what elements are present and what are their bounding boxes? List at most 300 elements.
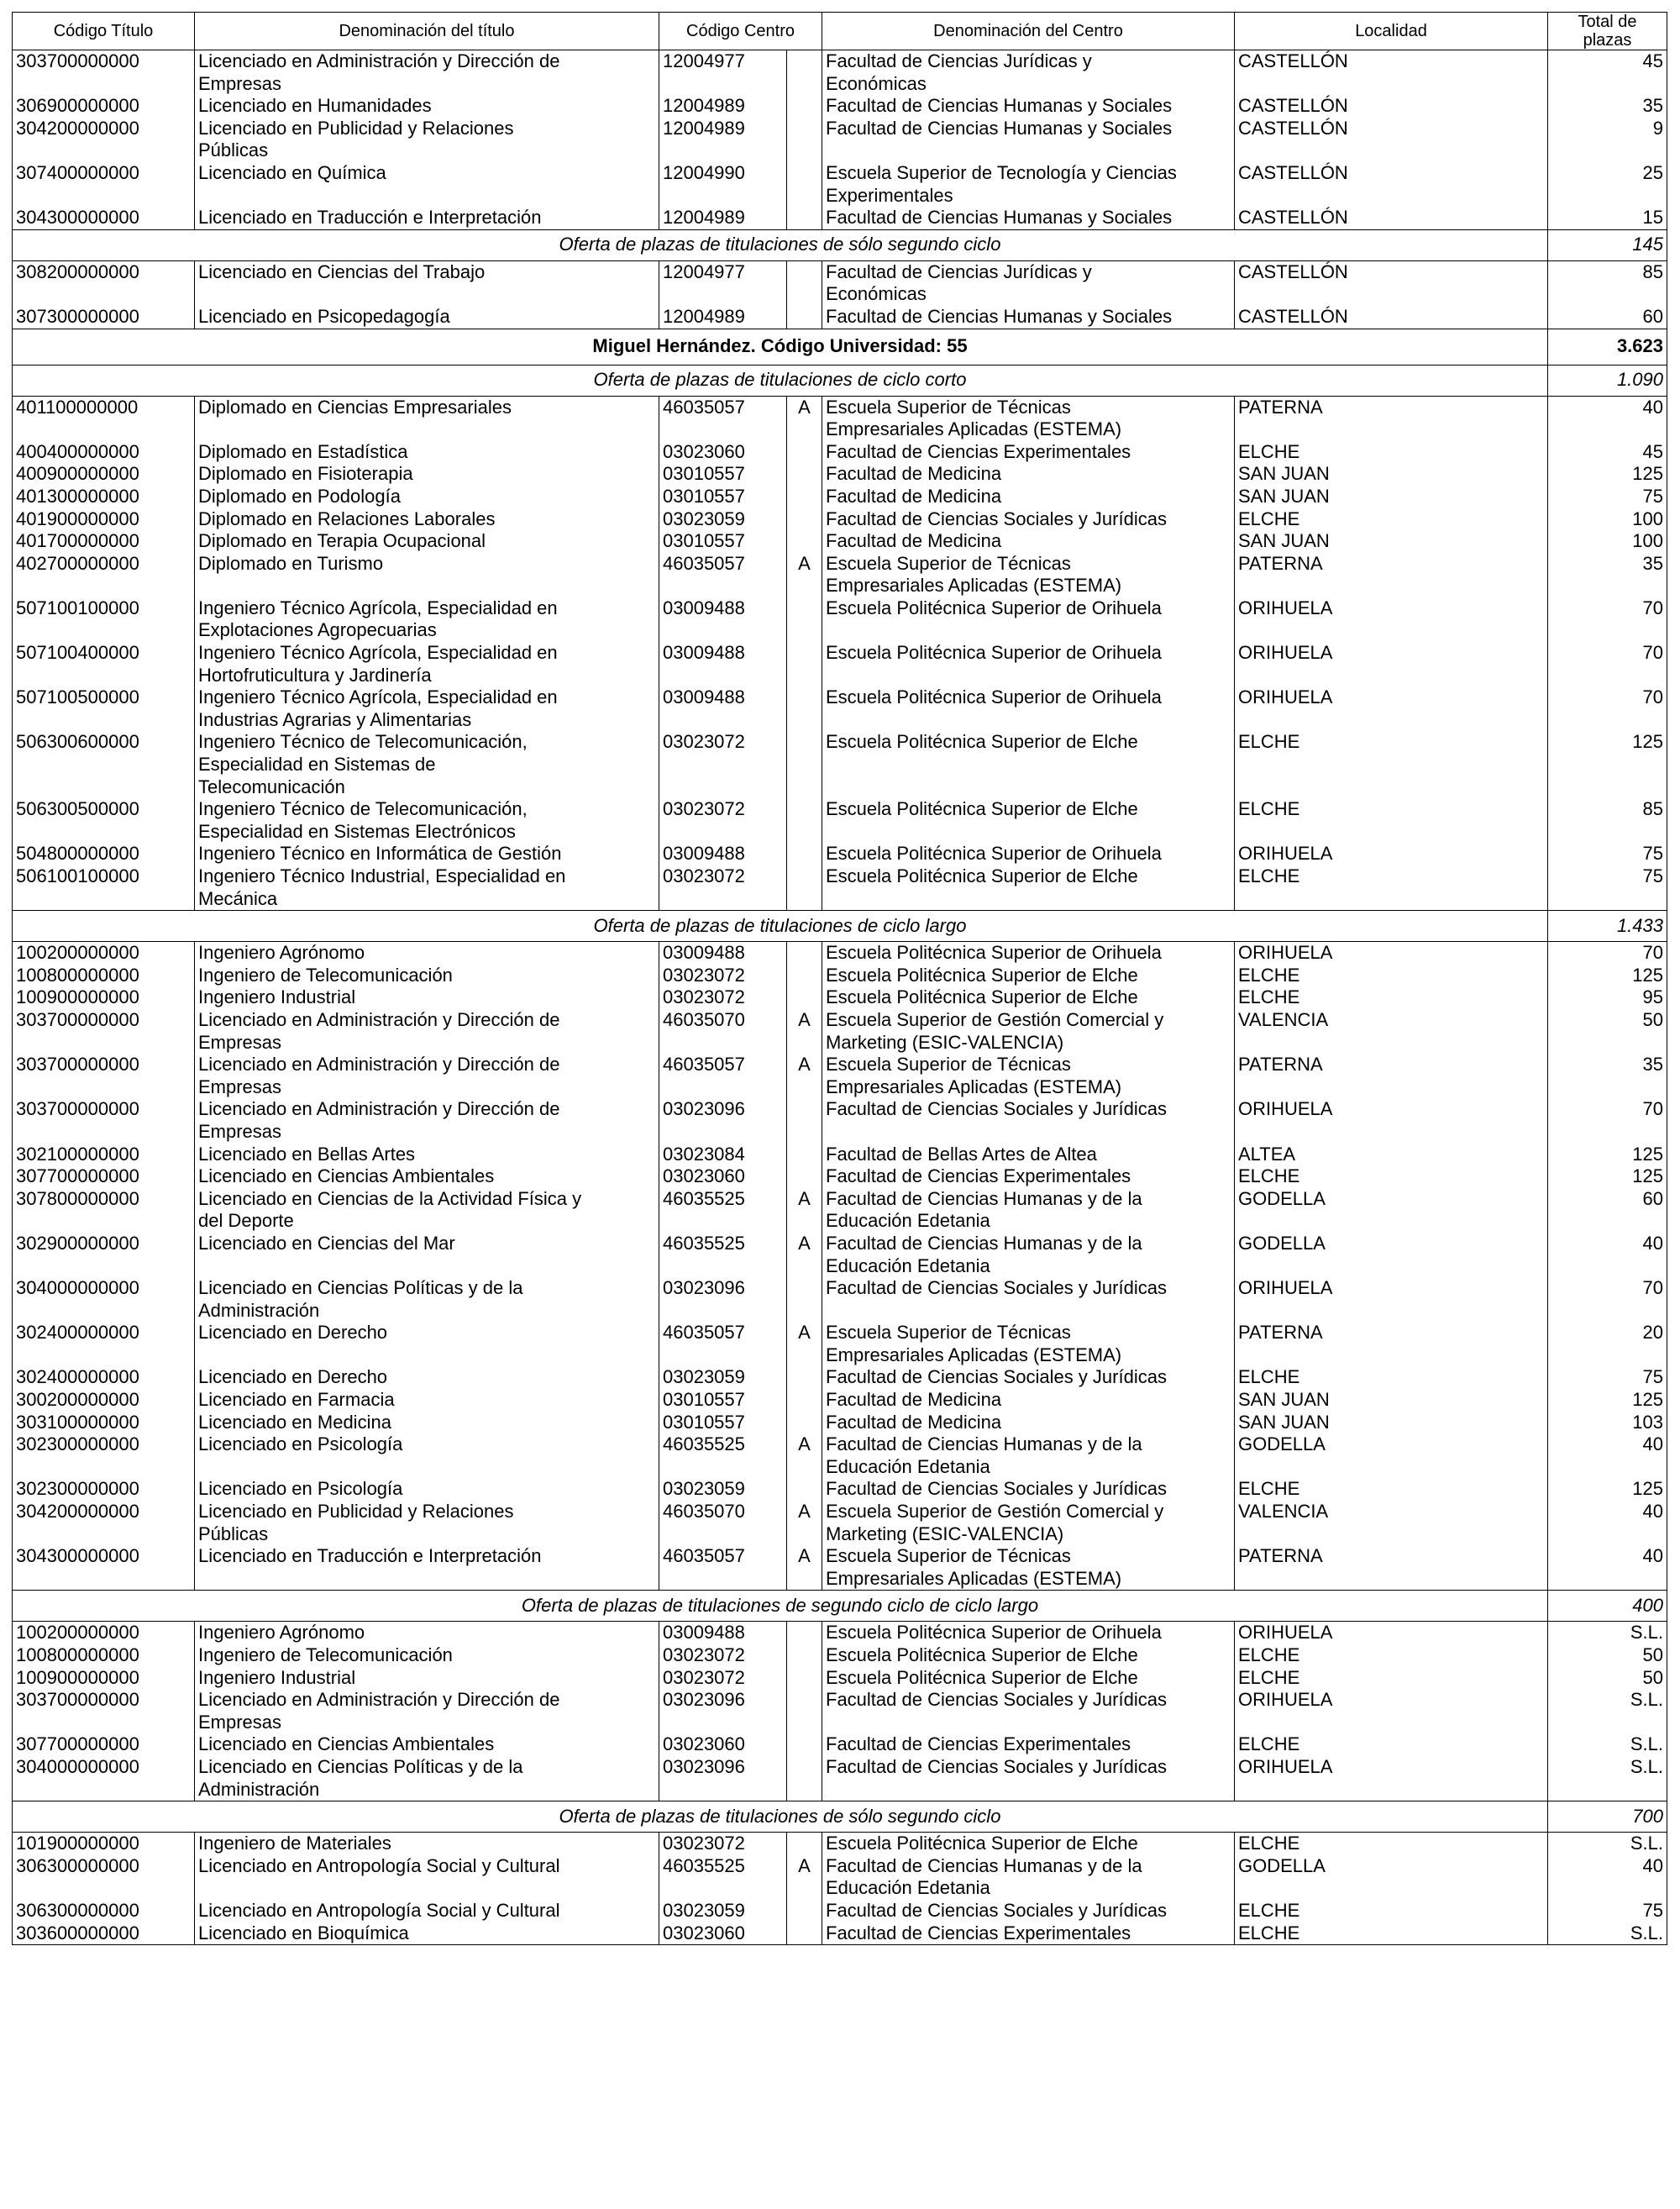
codigo-centro-cell: 12004990 [659,162,787,207]
table-row [13,463,1667,486]
codigo-titulo-cell: 303100000000 [13,1412,195,1434]
centro-flag-cell: A [787,396,822,441]
localidad-cell: PATERNA [1235,1545,1548,1591]
localidad-cell: GODELLA [1235,1855,1548,1900]
total-plazas-cell: 125 [1548,1165,1667,1188]
codigo-centro-cell: 03023060 [659,1922,787,1945]
localidad-cell: CASTELLÓN [1235,95,1548,118]
codigo-titulo-cell: 101900000000 [13,1833,195,1855]
total-plazas-cell: 95 [1548,986,1667,1009]
codigo-titulo-cell: 302400000000 [13,1322,195,1366]
total-plazas-cell: 45 [1548,441,1667,464]
codigo-centro-cell: 03009488 [659,1622,787,1644]
titulo-cell: Licenciado en Ciencias Ambientales [195,1165,659,1188]
codigo-centro-cell: 46035070 [659,1009,787,1054]
centro-flag-cell [787,865,822,911]
table-row [13,1412,1667,1434]
codigo-centro-cell: 03023072 [659,798,787,843]
table-row [13,1501,1667,1545]
titulo-cell: Licenciado en Humanidades [195,95,659,118]
centro-cell: Facultad de Ciencias Humanas y de la Educación Edetania [822,1433,1235,1478]
localidad-cell: GODELLA [1235,1233,1548,1277]
titulo-cell: Licenciado en Administración y Dirección de Empresas [195,50,659,96]
codigo-titulo-cell: 100200000000 [13,942,195,965]
codigo-centro-cell: 03009488 [659,686,787,731]
centro-cell: Facultad de Ciencias Humanas y de la Educación Edetania [822,1188,1235,1233]
centro-cell: Escuela Politécnica Superior de Elche [822,865,1235,911]
codigo-titulo-cell: 304000000000 [13,1756,195,1801]
table-row [13,1165,1667,1188]
total-plazas-cell: 40 [1548,1433,1667,1478]
titulo-cell: Licenciado en Administración y Dirección de Empresas [195,1009,659,1054]
localidad-cell: SAN JUAN [1235,486,1548,508]
titulo-cell: Ingeniero Industrial [195,1667,659,1690]
section-label: Oferta de plazas de titulaciones de ciclo largo [13,911,1548,942]
table-row [13,1644,1667,1667]
table-row [13,1667,1667,1690]
centro-cell: Facultad de Ciencias Jurídicas y Económicas [822,50,1235,96]
titulo-cell: Ingeniero Agrónomo [195,1622,659,1644]
centro-flag-cell: A [787,1855,822,1900]
codigo-centro-cell: 46035057 [659,1054,787,1098]
codigo-centro-cell: 03023059 [659,508,787,531]
localidad-cell: PATERNA [1235,396,1548,441]
centro-cell: Escuela Politécnica Superior de Orihuela [822,1622,1235,1644]
total-plazas-cell: S.L. [1548,1922,1667,1945]
titulo-cell: Licenciado en Ciencias del Trabajo [195,260,659,306]
total-plazas-cell: 70 [1548,642,1667,686]
localidad-cell: ORIHUELA [1235,1756,1548,1801]
titulo-cell: Ingeniero Técnico en Informática de Gestión [195,843,659,865]
titulo-cell: Licenciado en Derecho [195,1366,659,1389]
section-total: 400 [1548,1591,1667,1622]
codigo-titulo-cell: 306900000000 [13,95,195,118]
centro-cell: Escuela Politécnica Superior de Elche [822,731,1235,798]
total-plazas-cell: 35 [1548,95,1667,118]
codigo-centro-cell: 46035525 [659,1188,787,1233]
localidad-cell: ELCHE [1235,731,1548,798]
centro-flag-cell [787,508,822,531]
localidad-cell: CASTELLÓN [1235,306,1548,329]
total-plazas-cell: 35 [1548,553,1667,597]
codigo-titulo-cell: 401100000000 [13,396,195,441]
localidad-cell: CASTELLÓN [1235,207,1548,229]
localidad-cell: ORIHUELA [1235,686,1548,731]
codigo-titulo-cell: 304200000000 [13,118,195,162]
total-plazas-cell: 75 [1548,843,1667,865]
header-denominacion-centro: Denominación del Centro [822,13,1235,50]
table-row [13,1756,1667,1801]
codigo-titulo-cell: 304000000000 [13,1277,195,1322]
centro-cell: Escuela Superior de Técnicas Empresariales Aplicadas (ESTEMA) [822,1054,1235,1098]
centro-cell: Facultad de Ciencias Humanas y Sociales [822,207,1235,229]
total-plazas-cell: 40 [1548,1501,1667,1545]
total-plazas-cell: 70 [1548,942,1667,965]
localidad-cell: ELCHE [1235,1900,1548,1922]
plazas-table [12,12,1667,1945]
codigo-centro-cell: 03023059 [659,1900,787,1922]
total-plazas-cell: 50 [1548,1009,1667,1054]
centro-cell: Escuela Superior de Técnicas Empresariales Aplicadas (ESTEMA) [822,1545,1235,1591]
centro-flag-cell [787,1165,822,1188]
table-row [13,162,1667,207]
centro-flag-cell [787,986,822,1009]
titulo-cell: Ingeniero de Materiales [195,1833,659,1855]
total-plazas-cell: 75 [1548,865,1667,911]
titulo-cell: Diplomado en Fisioterapia [195,463,659,486]
codigo-titulo-cell: 302400000000 [13,1366,195,1389]
section-row [13,229,1667,260]
table-row [13,1433,1667,1478]
codigo-centro-cell: 03023072 [659,986,787,1009]
titulo-cell: Ingeniero Técnico Agrícola, Especialidad en Industrias Agrarias y Alimentarias [195,686,659,731]
codigo-centro-cell: 03009488 [659,597,787,642]
centro-cell: Escuela Politécnica Superior de Elche [822,986,1235,1009]
total-plazas-cell: 60 [1548,306,1667,329]
codigo-titulo-cell: 506300500000 [13,798,195,843]
centro-cell: Facultad de Ciencias Humanas y Sociales [822,95,1235,118]
codigo-centro-cell: 03023072 [659,965,787,987]
codigo-titulo-cell: 307800000000 [13,1188,195,1233]
centro-cell: Escuela Politécnica Superior de Elche [822,1667,1235,1690]
titulo-cell: Licenciado en Administración y Dirección de Empresas [195,1054,659,1098]
codigo-titulo-cell: 303700000000 [13,1009,195,1054]
codigo-centro-cell: 03010557 [659,486,787,508]
total-plazas-cell: S.L. [1548,1756,1667,1801]
titulo-cell: Licenciado en Traducción e Interpretación [195,1545,659,1591]
centro-cell: Facultad de Medicina [822,1412,1235,1434]
centro-flag-cell [787,162,822,207]
total-plazas-cell: 70 [1548,1277,1667,1322]
codigo-centro-cell: 46035057 [659,553,787,597]
centro-cell: Facultad de Ciencias Sociales y Jurídicas [822,1098,1235,1143]
table-row [13,1233,1667,1277]
codigo-centro-cell: 03023059 [659,1478,787,1501]
total-plazas-cell: 100 [1548,530,1667,553]
codigo-titulo-cell: 400400000000 [13,441,195,464]
codigo-titulo-cell: 504800000000 [13,843,195,865]
codigo-titulo-cell: 307400000000 [13,162,195,207]
centro-cell: Escuela Politécnica Superior de Elche [822,798,1235,843]
centro-flag-cell: A [787,553,822,597]
total-plazas-cell: 75 [1548,486,1667,508]
codigo-centro-cell: 46035057 [659,396,787,441]
centro-flag-cell [787,530,822,553]
codigo-centro-cell: 03010557 [659,1412,787,1434]
centro-flag-cell [787,686,822,731]
total-plazas-cell: 35 [1548,1054,1667,1098]
table-row [13,798,1667,843]
localidad-cell: ELCHE [1235,1366,1548,1389]
localidad-cell: ELCHE [1235,1922,1548,1945]
codigo-titulo-cell: 100800000000 [13,1644,195,1667]
titulo-cell: Diplomado en Estadística [195,441,659,464]
codigo-titulo-cell: 303700000000 [13,1689,195,1733]
codigo-titulo-cell: 304200000000 [13,1501,195,1545]
titulo-cell: Diplomado en Relaciones Laborales [195,508,659,531]
table-row [13,1478,1667,1501]
codigo-centro-cell: 12004989 [659,306,787,329]
centro-flag-cell [787,642,822,686]
table-row [13,1855,1667,1900]
total-plazas-cell: S.L. [1548,1622,1667,1644]
section-row [13,911,1667,942]
table-row [13,1009,1667,1054]
centro-flag-cell [787,1478,822,1501]
localidad-cell: ELCHE [1235,798,1548,843]
centro-flag-cell [787,1667,822,1690]
localidad-cell: SAN JUAN [1235,530,1548,553]
codigo-titulo-cell: 303700000000 [13,1054,195,1098]
centro-cell: Escuela Politécnica Superior de Elche [822,965,1235,987]
codigo-centro-cell: 03009488 [659,642,787,686]
centro-cell: Facultad de Ciencias Humanas y de la Educación Edetania [822,1855,1235,1900]
localidad-cell: GODELLA [1235,1433,1548,1478]
titulo-cell: Licenciado en Farmacia [195,1389,659,1412]
total-plazas-cell: 40 [1548,1233,1667,1277]
centro-flag-cell: A [787,1322,822,1366]
titulo-cell: Ingeniero de Telecomunicación [195,965,659,987]
section-row [13,1591,1667,1622]
centro-flag-cell [787,843,822,865]
table-row [13,642,1667,686]
titulo-cell: Licenciado en Psicopedagogía [195,306,659,329]
table-row [13,118,1667,162]
codigo-centro-cell: 03023072 [659,1644,787,1667]
table-row [13,508,1667,531]
centro-flag-cell [787,1622,822,1644]
centro-flag-cell: A [787,1433,822,1478]
titulo-cell: Ingeniero Técnico Agrícola, Especialidad en Hortofruticultura y Jardinería [195,642,659,686]
table-row [13,942,1667,965]
table-row [13,1922,1667,1945]
titulo-cell: Diplomado en Ciencias Empresariales [195,396,659,441]
titulo-cell: Licenciado en Antropología Social y Cultural [195,1900,659,1922]
total-plazas-cell: 125 [1548,1389,1667,1412]
section-label: Oferta de plazas de titulaciones de segundo ciclo de ciclo largo [13,1591,1548,1622]
table-row [13,306,1667,329]
centro-cell: Facultad de Ciencias Sociales y Jurídicas [822,1900,1235,1922]
codigo-centro-cell: 03023060 [659,1165,787,1188]
centro-cell: Facultad de Ciencias Experimentales [822,1733,1235,1756]
codigo-titulo-cell: 402700000000 [13,553,195,597]
centro-flag-cell [787,1144,822,1166]
codigo-centro-cell: 03023084 [659,1144,787,1166]
codigo-centro-cell: 46035057 [659,1545,787,1591]
codigo-centro-cell: 12004977 [659,50,787,96]
titulo-cell: Diplomado en Podología [195,486,659,508]
centro-cell: Facultad de Medicina [822,1389,1235,1412]
codigo-centro-cell: 03023072 [659,1833,787,1855]
table-row [13,1054,1667,1098]
localidad-cell: ORIHUELA [1235,1689,1548,1733]
section-row [13,365,1667,396]
table-row [13,553,1667,597]
centro-flag-cell [787,597,822,642]
section-total: 1.090 [1548,365,1667,396]
university-row [13,329,1667,365]
centro-flag-cell [787,798,822,843]
codigo-centro-cell: 03023096 [659,1277,787,1322]
header-localidad: Localidad [1235,13,1548,50]
localidad-cell: GODELLA [1235,1188,1548,1233]
total-plazas-cell: 60 [1548,1188,1667,1233]
codigo-titulo-cell: 307300000000 [13,306,195,329]
table-row [13,1622,1667,1644]
table-row [13,1833,1667,1855]
total-plazas-cell: 125 [1548,965,1667,987]
codigo-centro-cell: 03009488 [659,843,787,865]
codigo-titulo-cell: 308200000000 [13,260,195,306]
centro-cell: Facultad de Medicina [822,486,1235,508]
titulo-cell: Diplomado en Terapia Ocupacional [195,530,659,553]
codigo-centro-cell: 46035525 [659,1433,787,1478]
centro-flag-cell: A [787,1054,822,1098]
total-plazas-cell: 125 [1548,463,1667,486]
codigo-centro-cell: 03023096 [659,1689,787,1733]
codigo-centro-cell: 03010557 [659,463,787,486]
total-plazas-cell: 70 [1548,597,1667,642]
localidad-cell: CASTELLÓN [1235,162,1548,207]
localidad-cell: VALENCIA [1235,1501,1548,1545]
titulo-cell: Licenciado en Psicología [195,1433,659,1478]
localidad-cell: ORIHUELA [1235,597,1548,642]
codigo-centro-cell: 46035070 [659,1501,787,1545]
titulo-cell: Licenciado en Publicidad y Relaciones Públicas [195,1501,659,1545]
total-plazas-cell: 70 [1548,686,1667,731]
centro-flag-cell [787,463,822,486]
codigo-centro-cell: 12004989 [659,118,787,162]
header-codigo-centro: Código Centro [659,13,822,50]
total-plazas-cell: 40 [1548,1545,1667,1591]
header-total-plazas: Total de plazas [1548,13,1667,50]
centro-cell: Facultad de Ciencias Sociales y Jurídicas [822,1478,1235,1501]
total-plazas-cell: 50 [1548,1644,1667,1667]
table-row [13,1188,1667,1233]
titulo-cell: Licenciado en Ciencias del Mar [195,1233,659,1277]
codigo-titulo-cell: 506100100000 [13,865,195,911]
centro-flag-cell [787,731,822,798]
titulo-cell: Licenciado en Química [195,162,659,207]
titulo-cell: Licenciado en Bellas Artes [195,1144,659,1166]
table-row [13,50,1667,96]
titulo-cell: Ingeniero Industrial [195,986,659,1009]
titulo-cell: Licenciado en Administración y Dirección de Empresas [195,1098,659,1143]
centro-flag-cell [787,95,822,118]
codigo-titulo-cell: 306300000000 [13,1900,195,1922]
table-row [13,1144,1667,1166]
localidad-cell: ELCHE [1235,441,1548,464]
codigo-centro-cell: 03023060 [659,441,787,464]
centro-flag-cell [787,965,822,987]
codigo-centro-cell: 03023059 [659,1366,787,1389]
localidad-cell: CASTELLÓN [1235,50,1548,96]
total-plazas-cell: S.L. [1548,1833,1667,1855]
localidad-cell: PATERNA [1235,1322,1548,1366]
titulo-cell: Licenciado en Psicología [195,1478,659,1501]
centro-cell: Facultad de Ciencias Sociales y Jurídicas [822,1277,1235,1322]
centro-flag-cell [787,1389,822,1412]
centro-flag-cell [787,1733,822,1756]
localidad-cell: ELCHE [1235,986,1548,1009]
total-plazas-cell: 85 [1548,798,1667,843]
localidad-cell: SAN JUAN [1235,1389,1548,1412]
table-row [13,1545,1667,1591]
localidad-cell: ELCHE [1235,1478,1548,1501]
total-plazas-cell: 40 [1548,1855,1667,1900]
centro-cell: Escuela Superior de Técnicas Empresariales Aplicadas (ESTEMA) [822,553,1235,597]
codigo-centro-cell: 03010557 [659,1389,787,1412]
table-row [13,1733,1667,1756]
section-total: 1.433 [1548,911,1667,942]
codigo-titulo-cell: 306300000000 [13,1855,195,1900]
centro-cell: Facultad de Bellas Artes de Altea [822,1144,1235,1166]
codigo-titulo-cell: 302100000000 [13,1144,195,1166]
codigo-titulo-cell: 507100100000 [13,597,195,642]
centro-flag-cell [787,118,822,162]
centro-cell: Facultad de Medicina [822,530,1235,553]
document-page [12,12,1667,1945]
centro-flag-cell: A [787,1545,822,1591]
centro-flag-cell: A [787,1501,822,1545]
total-plazas-cell: 85 [1548,260,1667,306]
codigo-titulo-cell: 307700000000 [13,1733,195,1756]
centro-cell: Escuela Superior de Técnicas Empresariales Aplicadas (ESTEMA) [822,1322,1235,1366]
codigo-titulo-cell: 100900000000 [13,986,195,1009]
titulo-cell: Licenciado en Ciencias Políticas y de la Administración [195,1277,659,1322]
total-plazas-cell: 125 [1548,1144,1667,1166]
centro-flag-cell: A [787,1188,822,1233]
section-total: 145 [1548,229,1667,260]
localidad-cell: ORIHUELA [1235,843,1548,865]
localidad-cell: ORIHUELA [1235,1622,1548,1644]
codigo-titulo-cell: 400900000000 [13,463,195,486]
total-plazas-cell: 125 [1548,1478,1667,1501]
localidad-cell: ELCHE [1235,1165,1548,1188]
titulo-cell: Licenciado en Derecho [195,1322,659,1366]
titulo-cell: Ingeniero de Telecomunicación [195,1644,659,1667]
localidad-cell: ELCHE [1235,1644,1548,1667]
centro-flag-cell [787,1689,822,1733]
table-row [13,1098,1667,1143]
centro-flag-cell [787,1412,822,1434]
table-row [13,1277,1667,1322]
centro-cell: Facultad de Ciencias Sociales y Jurídicas [822,1756,1235,1801]
codigo-titulo-cell: 304300000000 [13,1545,195,1591]
section-label: Oferta de plazas de titulaciones de ciclo corto [13,365,1548,396]
total-plazas-cell: 75 [1548,1366,1667,1389]
localidad-cell: ORIHUELA [1235,1277,1548,1322]
centro-flag-cell [787,260,822,306]
codigo-titulo-cell: 302300000000 [13,1433,195,1478]
university-label: Miguel Hernández. Código Universidad: 55 [13,329,1548,365]
codigo-centro-cell: 03023096 [659,1756,787,1801]
centro-cell: Escuela Politécnica Superior de Orihuela [822,597,1235,642]
table-row [13,597,1667,642]
localidad-cell: ELCHE [1235,508,1548,531]
centro-flag-cell [787,207,822,229]
centro-cell: Facultad de Ciencias Jurídicas y Económicas [822,260,1235,306]
titulo-cell: Licenciado en Bioquímica [195,1922,659,1945]
codigo-centro-cell: 12004977 [659,260,787,306]
total-plazas-cell: 50 [1548,1667,1667,1690]
titulo-cell: Licenciado en Administración y Dirección de Empresas [195,1689,659,1733]
total-plazas-cell: 15 [1548,207,1667,229]
codigo-centro-cell: 03010557 [659,530,787,553]
titulo-cell: Diplomado en Turismo [195,553,659,597]
localidad-cell: PATERNA [1235,1054,1548,1098]
codigo-titulo-cell: 100800000000 [13,965,195,987]
